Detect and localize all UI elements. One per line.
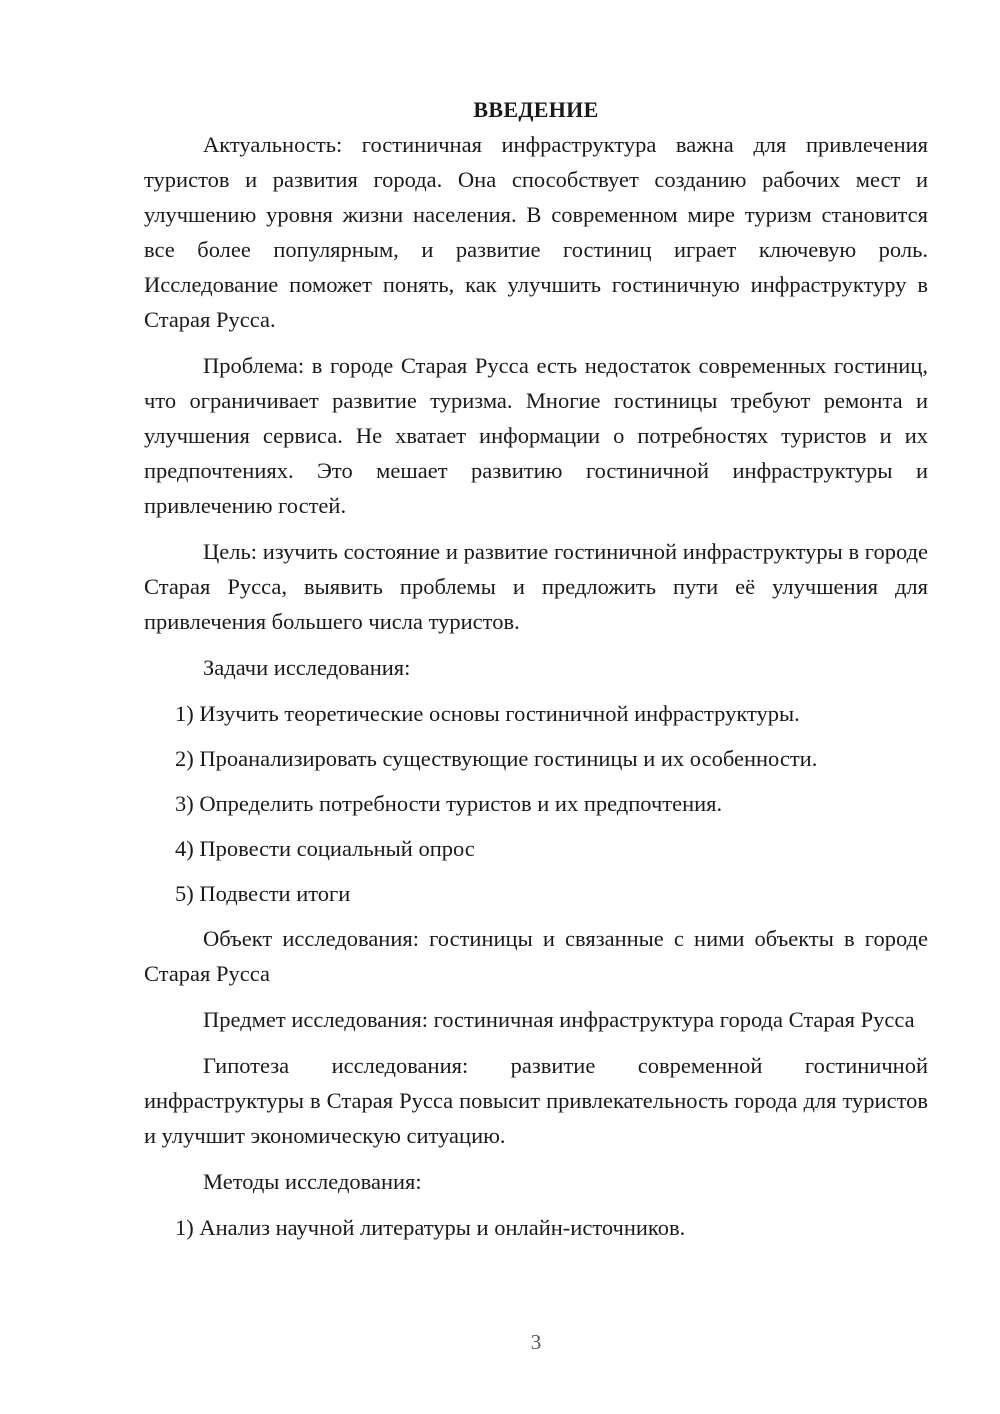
goal-paragraph: Цель: изучить состояние и развитие гостиничной инфраструктуры в городе Старая Русса, выявить проблемы и предложить пути её улучшения для привлечения большего числа туристов. bbox=[144, 539, 928, 634]
method-item: 1) Анализ научной литературы и онлайн-источников. bbox=[175, 1215, 686, 1240]
tasks-label: Задачи исследования: bbox=[203, 655, 411, 680]
relevance-paragraph: Актуальность: гостиничная инфраструктура важна для привлечения туристов и развития города. Она способствует созданию рабочих мест и улучшению уровня жизни населения. В современном мире туризм становится все более популярным, и развитие гостиниц играет ключевую роль. Исследование поможет понять, как улучшить гостиничную инфраструктуру в Старая Русса. bbox=[144, 132, 928, 332]
document-title: ВВЕДЕНИЕ bbox=[473, 97, 599, 122]
task-item: 3) Определить потребности туристов и их предпочтения. bbox=[175, 791, 723, 816]
document-page bbox=[144, 92, 928, 1255]
hypothesis-paragraph: Гипотеза исследования: развитие современной гостиничной инфраструктуры в Старая Русса повысит привлекательность города для туристов и улучшит экономическую ситуацию. bbox=[144, 1053, 928, 1148]
methods-label: Методы исследования: bbox=[203, 1169, 422, 1194]
task-item: 4) Провести социальный опрос bbox=[175, 836, 475, 861]
task-item: 1) Изучить теоретические основы гостиничной инфраструктуры. bbox=[175, 701, 800, 726]
object-paragraph: Объект исследования: гостиницы и связанные с ними объекты в городе Старая Русса bbox=[144, 926, 928, 986]
task-item: 2) Проанализировать существующие гостиницы и их особенности. bbox=[175, 746, 818, 771]
problem-paragraph: Проблема: в городе Старая Русса есть недостаток современных гостиниц, что ограничивает развитие туризма. Многие гостиницы требуют ремонта и улучшения сервиса. Не хватает информации о потребностях туристов и их предпочтениях. Это мешает развитию гостиничной инфраструктуры и привлечению гостей. bbox=[144, 353, 928, 518]
methods-list bbox=[144, 1210, 928, 1245]
subject-paragraph: Предмет исследования: гостиничная инфраструктура города Старая Русса bbox=[203, 1007, 915, 1032]
task-item: 5) Подвести итоги bbox=[175, 881, 351, 906]
page-number: 3 bbox=[530, 1330, 542, 1354]
tasks-list bbox=[144, 696, 928, 911]
